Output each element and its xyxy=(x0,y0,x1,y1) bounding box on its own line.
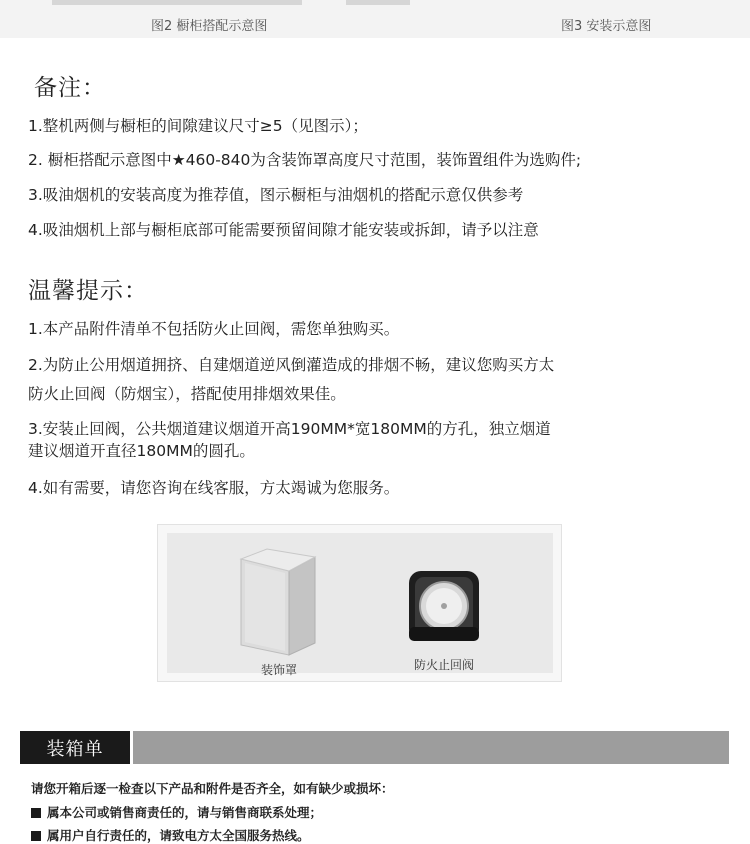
packing-item-1-text: 属本公司或销售商责任的，请与销售商联系处理； xyxy=(47,805,323,820)
square-bullet-icon xyxy=(31,808,41,818)
tips-title: 温馨提示： xyxy=(28,278,148,304)
figure3-caption: 图3 安装示意图 xyxy=(561,19,652,34)
tip-item-3-line-1: 3.安装止回阀，公共烟道建议烟道开高190MM*宽180MM的方孔，独立烟道 xyxy=(28,420,551,438)
decorative-cover-image xyxy=(231,545,321,660)
tip-item-2-line-2: 防火止回阀（防烟宝），搭配使用排烟效果佳。 xyxy=(28,385,346,403)
notes-title: 备注： xyxy=(34,75,106,101)
packing-item-2-text: 属用户自行责任的，请致电方太全国服务热线。 xyxy=(47,828,310,843)
note-item-4: 4.吸油烟机上部与橱柜底部可能需要预留间隙才能安装或拆卸，请予以注意 xyxy=(28,221,539,239)
packing-item-1 xyxy=(31,803,322,821)
figure3-edge xyxy=(346,0,410,5)
valve-label: 防火止回阀 xyxy=(414,658,475,672)
tip-item-4: 4.如有需要，请您咨询在线客服，方太竭诚为您服务。 xyxy=(28,479,400,497)
packing-item-2 xyxy=(31,826,310,844)
note-item-1: 1.整机两侧与橱柜的间隙建议尺寸≥5（见图示）； xyxy=(28,117,368,135)
square-bullet-icon xyxy=(31,831,41,841)
note-item-2: 2. 橱柜搭配示意图中★460-840为含装饰罩高度尺寸范围，装饰置组件为选购件; xyxy=(28,151,582,169)
figure2-edge xyxy=(52,0,302,5)
tip-item-2-line-1: 2.为防止公用烟道拥挤、自建烟道逆风倒灌造成的排烟不畅，建议您购买方太 xyxy=(28,356,555,374)
packing-intro: 请您开箱后逐一检查以下产品和附件是否齐全，如有缺少或损坏： xyxy=(31,781,394,796)
packing-list-title: 装箱单 xyxy=(20,731,130,764)
figure2-caption: 图2 橱柜搭配示意图 xyxy=(151,19,268,34)
tip-item-3-line-2: 建议烟道开直径180MM的圆孔。 xyxy=(28,442,255,460)
cover-label: 装饰罩 xyxy=(261,663,298,677)
tip-item-1: 1.本产品附件清单不包括防火止回阀，需您单独购买。 xyxy=(28,320,400,338)
note-item-3: 3.吸油烟机的安装高度为推荐值，图示橱柜与油烟机的搭配示意仅供参考 xyxy=(28,186,524,204)
accessories-inner xyxy=(167,533,553,677)
accessories-panel xyxy=(157,524,562,682)
packing-header-bar xyxy=(133,731,729,764)
figure-strip xyxy=(0,0,750,38)
fire-check-valve-image xyxy=(407,569,481,643)
